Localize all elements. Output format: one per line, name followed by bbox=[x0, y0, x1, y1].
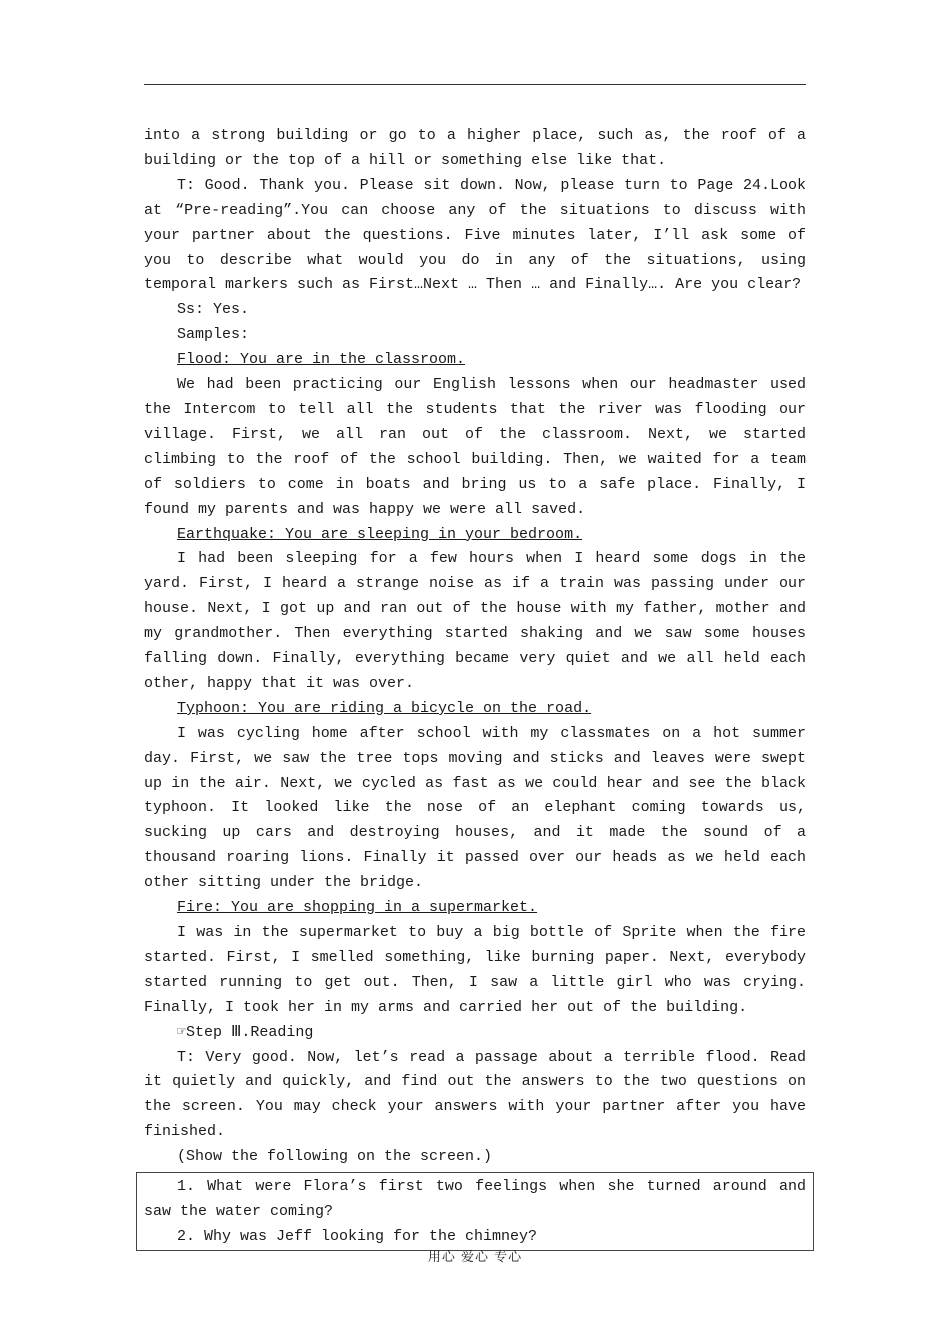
paragraph-show-note: (Show the following on the screen.) bbox=[177, 1148, 493, 1166]
samples-heading: Samples: bbox=[177, 326, 250, 344]
earthquake-heading: Earthquake: You are sleeping in your bedroom. bbox=[177, 525, 583, 543]
paragraph-students-reply: Ss: Yes. bbox=[177, 301, 250, 319]
document-body bbox=[144, 124, 806, 1251]
flood-heading: Flood: You are in the classroom. bbox=[177, 351, 466, 369]
questions-box bbox=[136, 1172, 814, 1251]
step-heading: ☞Step Ⅲ.Reading bbox=[177, 1023, 314, 1041]
typhoon-heading-row bbox=[144, 697, 806, 722]
fire-heading: Fire: You are shopping in a supermarket. bbox=[177, 899, 538, 917]
flood-heading-row bbox=[144, 348, 806, 373]
earthquake-heading-row bbox=[144, 523, 806, 548]
paragraph-reading-instruction: T: Very good. Now, let’s read a passage about a terrible flood. Read it quietly and quickly, and find out the answers to the two questions on the screen. You may check your answers with your partner after you have finished. bbox=[144, 1048, 806, 1141]
typhoon-heading: Typhoon: You are riding a bicycle on the road. bbox=[177, 699, 592, 717]
fire-heading-row bbox=[144, 896, 806, 921]
fire-sample: I was in the supermarket to buy a big bottle of Sprite when the fire started. First, I smelled something, like burning paper. Next, everybody started running to get out. Then, I saw a little girl who was crying. Finally, I took her in my arms and carried her out of the building. bbox=[144, 924, 806, 1016]
page-footer: 用心 爱心 专心 bbox=[427, 1250, 523, 1265]
earthquake-sample: I had been sleeping for a few hours when I heard some dogs in the yard. First, I heard a strange noise as if a train was passing under our house. Next, I got up and ran out of the house with my father, mother and my grandmother. Then everything started shaking and we saw some houses falling down. Finally, everything became very quiet and we all held each other, happy that it was over. bbox=[144, 550, 806, 692]
paragraph-teacher-instruction: T: Good. Thank you. Please sit down. Now, please turn to Page 24.Look at “Pre-reading”.You can choose any of the situations to discuss with your partner about the questions. Five minutes later, I’ll ask some of you to describe what would you do in any of the situations, using temporal markers such as First…Next … Then … and Finally…. Are you clear? bbox=[144, 176, 806, 294]
header-rule bbox=[144, 84, 806, 85]
flood-sample: We had been practicing our English lessons when our headmaster used the Intercom to tell all the students that the river was flooding our village. First, we all ran out of the classroom. Next, we started climbing to the roof of the school building. Then, we waited for a team of soldiers to come in boats and bring us to a safe place. Finally, I found my parents and was happy we were all saved. bbox=[144, 376, 806, 518]
paragraph-continuation: into a strong building or go to a higher place, such as, the roof of a building or the top of a hill or something else like that. bbox=[144, 127, 806, 169]
question-2: 2. Why was Jeff looking for the chimney? bbox=[177, 1227, 538, 1245]
typhoon-sample: I was cycling home after school with my classmates on a hot summer day. First, we saw the tree tops moving and sticks and leaves were swept up in the air. Next, we cycled as fast as we could hear and see the black typhoon. It looked like the nose of an elephant coming towards us, sucking up cars and destroying houses, and it made the sound of a thousand roaring lions. Finally it passed over our heads as we held each other sitting under the bridge. bbox=[144, 724, 806, 892]
question-1: 1. What were Flora’s first two feelings when she turned around and saw the water coming? bbox=[144, 1178, 806, 1220]
